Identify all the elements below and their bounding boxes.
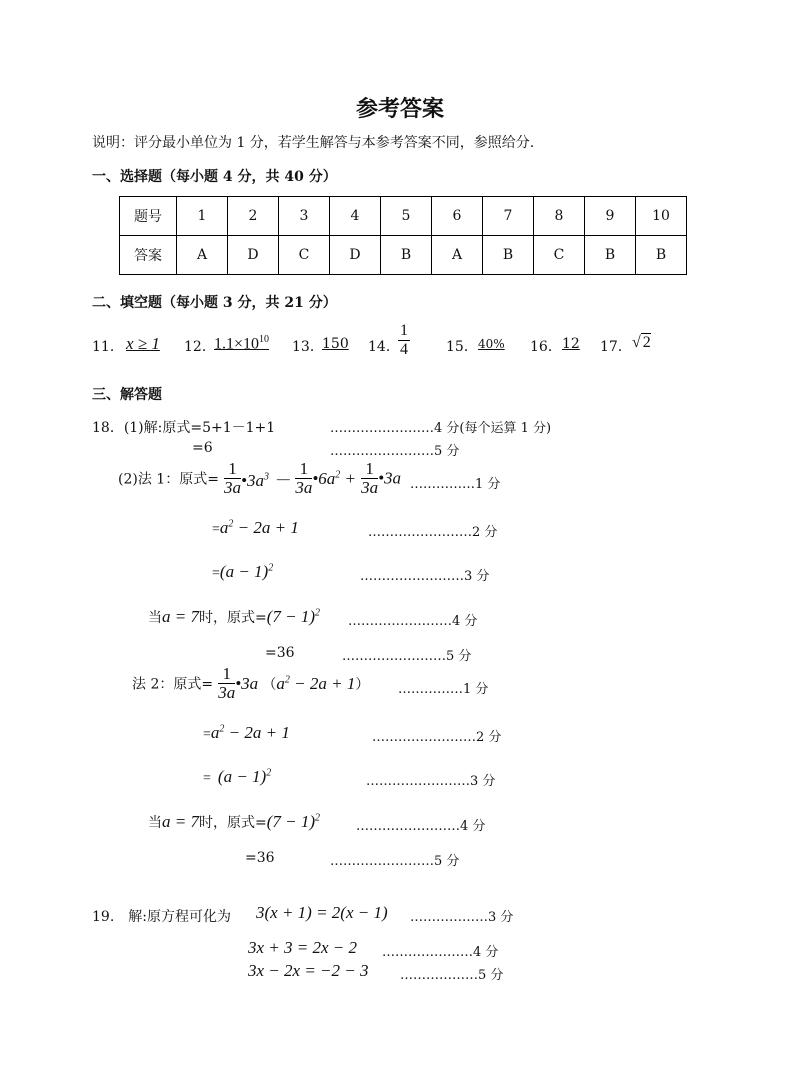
table-cell: A	[432, 236, 483, 275]
q18-method2-result: =36	[245, 850, 275, 866]
q18-method1-line4: 当a = 7时，原式$=(7 - 1)^2$	[148, 607, 321, 626]
table-row	[120, 236, 687, 275]
q18-method1-result: =36	[265, 645, 295, 661]
q18-method2-line2: $=a^2 - 2a + 1$	[203, 723, 290, 742]
answer-13: 150	[322, 336, 349, 352]
table-cell: 2	[228, 197, 279, 236]
section1-heading: 一、选择题（每小题 4 分，共 40 分）	[92, 169, 337, 185]
answer-17-sqrt: √ 2	[632, 334, 651, 351]
item-number: 15．	[446, 339, 478, 355]
score-mark: ……………………4 分	[348, 614, 478, 629]
table-cell: 9	[585, 197, 636, 236]
table-cell: 8	[534, 197, 585, 236]
score-mark: ……………………5 分	[330, 444, 460, 459]
table-cell: B	[381, 236, 432, 275]
table-cell: D	[228, 236, 279, 275]
q19-eq1: 3(x + 1) = 2(x − 1)	[256, 903, 388, 922]
table-cell: 6	[432, 197, 483, 236]
score-mark: ……………………5 分	[342, 649, 472, 664]
item-number: 11．	[92, 339, 124, 355]
q18-method2-line3: = $(a - 1)^2$	[203, 767, 272, 786]
page-title: 参考答案	[356, 96, 445, 122]
q18-method1-line3: $=(a - 1)^2$	[212, 562, 274, 581]
table-cell: 4	[330, 197, 381, 236]
table-cell: A	[177, 236, 228, 275]
score-mark: ………………3 分	[410, 910, 514, 925]
table-cell: B	[585, 236, 636, 275]
item-number: 16．	[530, 339, 562, 355]
score-mark: ……………………2 分	[368, 525, 498, 540]
score-mark: ……………………4 分	[356, 819, 486, 834]
score-mark: ……………………2 分	[372, 730, 502, 745]
item-number: 12．	[184, 339, 216, 355]
method1-label: (2)法 1：原式=	[118, 471, 219, 488]
q18-method1-line2: $=a^2 - 2a + 1$	[212, 518, 299, 537]
q18-part1-line2: =6	[192, 440, 213, 456]
table-cell: B	[483, 236, 534, 275]
grading-note: 说明：评分最小单位为 1 分，若学生解答与本参考答案不同，参照给分.	[92, 135, 535, 151]
answer-14-fraction: $\frac{1}{4}$	[400, 322, 408, 358]
score-mark: ……………1 分	[398, 682, 489, 697]
q19-eq2: 3x + 3 = 2x − 2	[248, 938, 358, 957]
score-mark: …………………4 分	[382, 945, 499, 960]
score-mark: ……………………5 分	[330, 854, 460, 869]
table-row	[120, 197, 687, 236]
q18-part1-line1: 18．(1)解:原式=5+1－1+1	[92, 420, 276, 436]
table-cell: C	[534, 236, 585, 275]
answer-table	[119, 196, 687, 275]
score-mark: ……………………4 分(每个运算 1 分)	[330, 421, 552, 436]
q19-eq3: 3x − 2x = −2 − 3	[248, 961, 369, 980]
q19-label: 19. 解:原方程可化为	[92, 909, 231, 925]
row-header: 答案	[120, 236, 177, 275]
table-cell: D	[330, 236, 381, 275]
section3-heading: 三、解答题	[92, 387, 162, 403]
answer-11: x ≥ 1	[126, 334, 160, 353]
score-mark: ……………………3 分	[360, 569, 490, 584]
answer-15: 40%	[478, 337, 505, 351]
table-cell: 10	[636, 197, 687, 236]
score-mark: ……………1 分	[410, 477, 501, 492]
table-cell: C	[279, 236, 330, 275]
section2-heading: 二、填空题（每小题 3 分，共 21 分）	[92, 295, 337, 311]
q18-method2-line4: 当a = 7时，原式$=(7 - 1)^2$	[148, 812, 321, 831]
table-cell: 1	[177, 197, 228, 236]
answer-12: $1.1\times 10^{10}$	[214, 334, 270, 353]
method2-label: 法 2：原式=	[132, 676, 214, 693]
item-number: 17．	[600, 339, 632, 355]
table-cell: 5	[381, 197, 432, 236]
score-mark: ……………………3 分	[366, 774, 496, 789]
score-mark: ………………5 分	[400, 968, 504, 983]
table-cell: B	[636, 236, 687, 275]
q18-method1-line1: (2)法 1：原式= $\frac{1}{3a}$ $•3a^3$ － $\frac{1}{3a}$ $•6a^2$ + $\frac{1}{3a}$ •3a	[118, 459, 402, 497]
table-cell: 3	[279, 197, 330, 236]
answer-16: 12	[562, 336, 580, 352]
q18-method2-line1: 法 2：原式= $\frac{1}{3a}$ •3a $(a^2 - 2a + 1)$	[132, 664, 370, 702]
item-number: 13．	[292, 339, 324, 355]
row-header: 题号	[120, 197, 177, 236]
table-cell: 7	[483, 197, 534, 236]
item-number: 14．	[368, 339, 400, 355]
